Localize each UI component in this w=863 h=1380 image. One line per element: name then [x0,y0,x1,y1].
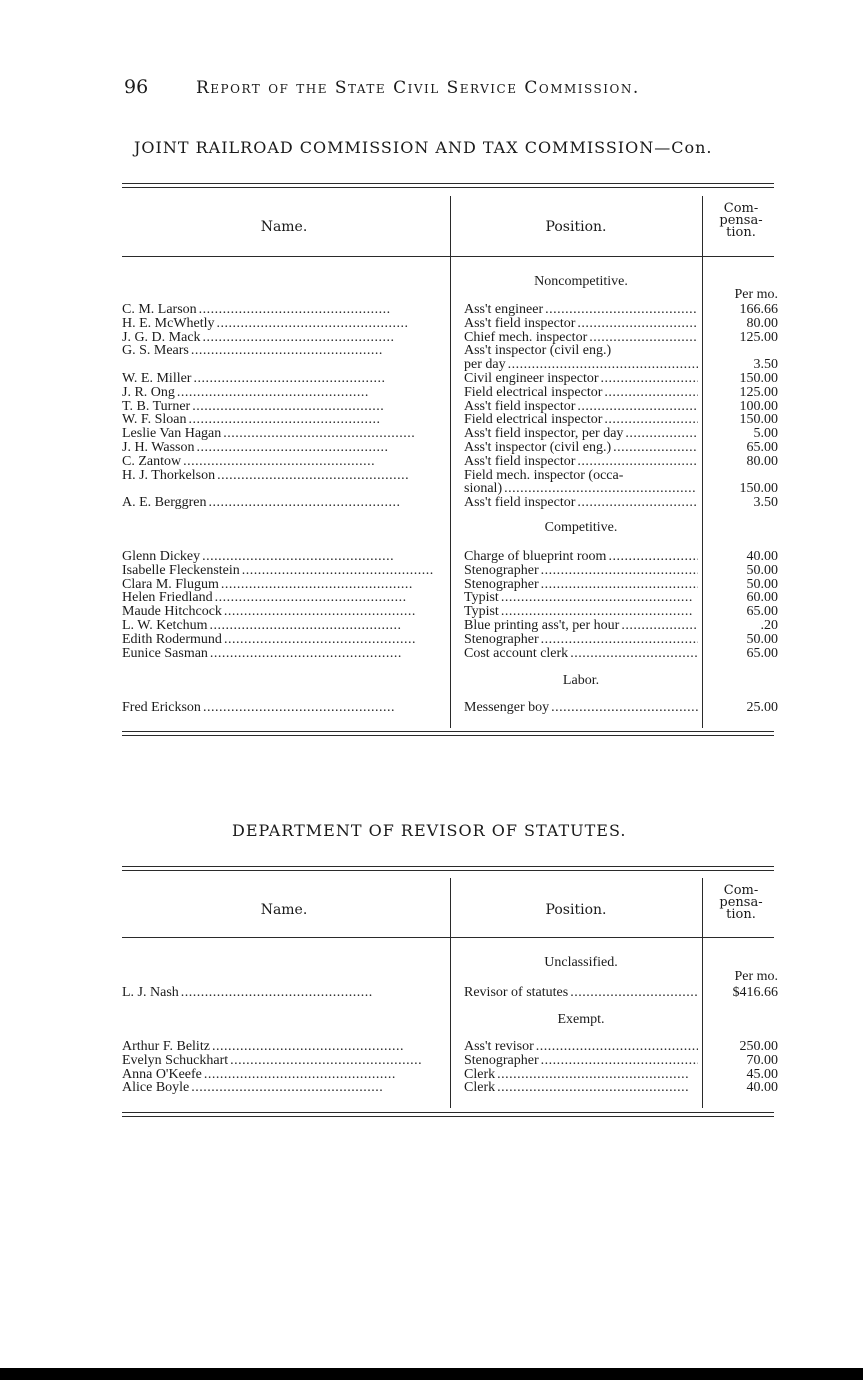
table-row [122,618,782,632]
row-compensation: 65.00 [746,645,778,661]
group-heading-exempt: Exempt. [557,1012,605,1027]
table-row [122,1053,782,1067]
table-row [122,357,782,371]
row-name: Edith Rodermund . . . [122,632,444,648]
row-name: Fred Erickson . . . [122,700,444,716]
row-name: T. B. Turner . . . [122,399,444,415]
table-row [122,1080,782,1094]
table-row [122,1067,782,1081]
table-row [122,468,782,482]
row-name: Helen Friedland . . . [122,590,444,606]
row-position: Chief mech. inspector . . . [464,330,698,346]
row-name: Maude Hitchcock . . . [122,604,444,620]
row-position: Revisor of statutes . . . [464,985,698,1001]
table-row [122,700,782,714]
table-row [122,1039,782,1053]
table-row [122,330,782,344]
column-header-compensation: Com- pensa- tion. [719,201,763,240]
row-name: J. R. Ong . . . [122,385,444,401]
row-position: Ass't revisor . . . [464,1039,698,1055]
table-row [122,549,782,563]
table-row [122,577,782,591]
table-row [122,646,782,660]
table-row [122,316,782,330]
row-position: Ass't field inspector . . . [464,454,698,470]
row-name: W. F. Sloan . . . [122,412,444,428]
row-position: Ass't engineer . . . [464,302,698,318]
row-position: Ass't field inspector . . . [464,399,698,415]
row-position: Stenographer . . . [464,577,698,593]
row-compensation: 80.00 [746,453,778,469]
section-title-revisor-of-statutes: DEPARTMENT OF REVISOR OF STATUTES. [232,821,627,840]
group-heading-unclassified: Unclassified. [544,955,618,970]
row-compensation: 150.00 [739,481,778,497]
row-position: Cost account clerk . . . [464,646,698,662]
row-compensation: 25.00 [746,700,778,715]
row-position: Charge of blueprint room . . . [464,549,698,565]
row-compensation: 50.00 [746,631,778,647]
row-position: Clerk . . . [464,1067,698,1083]
row-name: Anna O'Keefe . . . [122,1067,444,1083]
column-header-position: Position. [545,902,607,918]
row-position: Civil engineer inspector . . . [464,371,698,387]
row-name: C. M. Larson . . . [122,302,444,318]
table-row [122,632,782,646]
table-row [122,495,782,509]
row-compensation: 166.66 [739,302,778,317]
table-row [122,604,782,618]
table-row [122,426,782,440]
row-name: Eunice Sasman . . . [122,646,444,662]
row-name: G. S. Mears . . . [122,343,444,359]
row-compensation: .20 [760,618,778,633]
row-compensation: 65.00 [746,440,778,455]
column-header-name: Name. [260,219,308,235]
row-name: W. E. Miller . . . [122,371,444,387]
unit-per-month: Per mo. [734,969,778,984]
row-position: Ass't field inspector . . . [464,316,698,332]
row-name: J. H. Wasson . . . [122,440,444,456]
row-position: Stenographer . . . [464,1053,698,1069]
row-name: Alice Boyle . . . [122,1080,444,1096]
section-title-joint-railroad: JOINT RAILROAD COMMISSION AND TAX COMMISSION—Con. [134,138,713,157]
table-top-rule [122,187,774,188]
row-compensation: 50.00 [746,562,778,578]
row-position: Typist . . . [464,590,698,606]
table-bottom-rule [122,731,774,732]
row-compensation: 150.00 [739,412,778,428]
row-compensation: 45.00 [746,1066,778,1082]
row-position: Field electrical inspector . . . [464,385,698,401]
table-row [122,412,782,426]
row-compensation: 3.50 [753,357,778,373]
row-position: Ass't field inspector, per day . . . [464,426,698,442]
row-name: J. G. D. Mack . . . [122,330,444,346]
row-position: Clerk . . . [464,1080,698,1096]
table-row [122,481,782,495]
row-position: Stenographer . . . [464,632,698,648]
row-compensation: 5.00 [753,426,778,442]
row-position: Ass't inspector (civil eng.) [464,343,612,359]
table-row [122,454,782,468]
unit-per-month: Per mo. [734,287,778,302]
running-head: Report of the State Civil Service Commission. [196,78,640,98]
row-compensation: 3.50 [753,495,778,511]
table-row [122,590,782,604]
table-top-rule [122,866,774,867]
row-compensation: 125.00 [739,329,778,345]
row-name: L. W. Ketchum . . . [122,618,444,634]
row-position: Typist . . . [464,604,698,620]
table-row [122,343,782,357]
row-compensation: 100.00 [739,398,778,414]
row-position: Ass't field inspector . . . [464,495,698,511]
row-name: C. Zantow . . . [122,454,444,470]
row-name: Evelyn Schuckhart . . . [122,1053,444,1069]
column-header-name: Name. [260,902,308,918]
row-name: Glenn Dickey . . . [122,549,444,565]
row-compensation: 65.00 [746,604,778,620]
table-row [122,371,782,385]
group-heading-noncompetitive: Noncompetitive. [534,274,628,289]
row-name: Isabelle Fleckenstein . . . [122,563,444,579]
group-heading-labor: Labor. [562,673,600,688]
table-bottom-rule [122,735,774,736]
column-header-position: Position. [545,219,607,235]
row-name: L. J. Nash . . . [122,985,444,1001]
row-position: Blue printing ass't, per hour . . . [464,618,698,634]
table-row [122,399,782,413]
row-name: Leslie Van Hagan . . . [122,426,444,442]
row-position: Ass't inspector (civil eng.) . . . [464,440,698,456]
column-header-compensation: Com- pensa- tion. [719,883,763,922]
row-name: Clara M. Flugum . . . [122,577,444,593]
row-compensation: 50.00 [746,576,778,592]
row-compensation: 60.00 [746,590,778,606]
row-position: per day . . . [464,357,698,373]
row-compensation: 40.00 [746,1080,778,1096]
row-name: H. E. McWhetly . . . [122,316,444,332]
row-compensation: 40.00 [746,549,778,564]
row-compensation: 80.00 [746,315,778,331]
table-top-rule [122,870,774,871]
header-bottom-rule [122,256,774,257]
row-compensation: 250.00 [739,1039,778,1054]
row-position: sional) . . . [464,481,698,497]
table-bottom-rule [122,1116,774,1117]
row-name: H. J. Thorkelson . . . [122,468,444,484]
table-bottom-rule [122,1112,774,1113]
scan-edge-bar [0,1368,863,1380]
table-top-rule [122,183,774,184]
row-position: Messenger boy . . . [464,700,698,716]
table-row [122,385,782,399]
table-row [122,985,782,999]
table-row [122,563,782,577]
row-compensation: $416.66 [732,985,778,1000]
header-bottom-rule [122,937,774,938]
table-row [122,302,782,316]
row-position: Field electrical inspector . . . [464,412,698,428]
row-position: Stenographer . . . [464,563,698,579]
table-row [122,440,782,454]
row-compensation: 150.00 [739,371,778,386]
row-name: Arthur F. Belitz . . . [122,1039,444,1055]
row-position: Field mech. inspector (occa- [464,467,624,483]
page-number: 96 [124,76,149,98]
row-compensation: 70.00 [746,1052,778,1068]
row-compensation: 125.00 [739,384,778,400]
group-heading-competitive: Competitive. [544,520,618,535]
row-name: A. E. Berggren . . . [122,495,444,511]
